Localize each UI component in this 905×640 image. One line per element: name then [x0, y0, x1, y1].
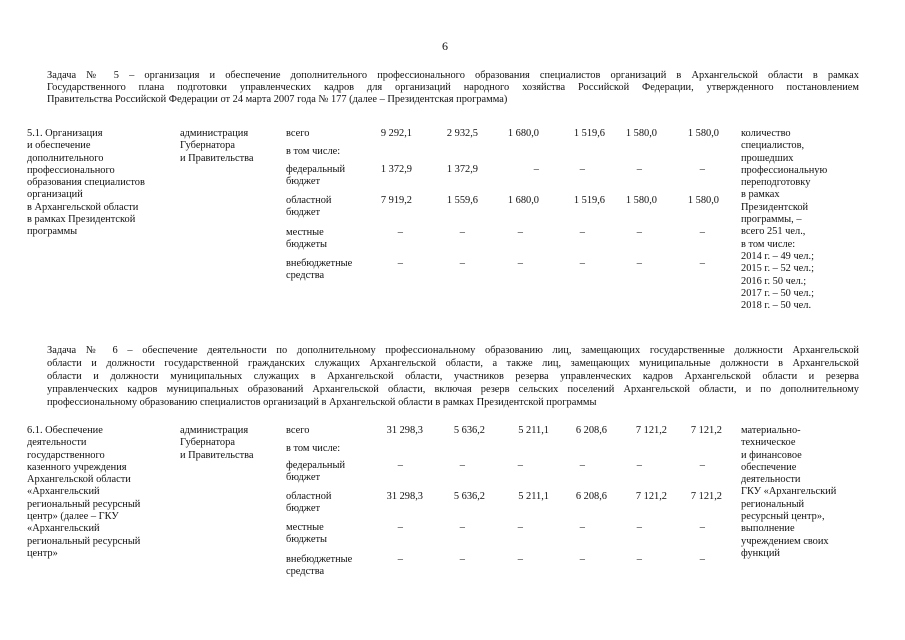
value-regional-2016: 6 208,6: [575, 491, 607, 502]
value-regional-2014: 1 559,6: [446, 195, 478, 206]
value-total-2015: 5 211,1: [518, 425, 549, 436]
value-extra-2015: –: [517, 258, 523, 269]
value-federal-all: –: [397, 460, 403, 471]
value-regional-2016: 1 519,6: [573, 195, 605, 206]
value-federal-2018: –: [699, 164, 705, 175]
value-total-2014: 2 932,5: [446, 128, 478, 139]
value-regional-all: 7 919,2: [380, 195, 412, 206]
measure-6-1: 6.1. Обеспечение деятельности государственного казенного учреждения Архангельской области «Архангельский региональный ресурсный центр» (далее – ГКУ «Архангельский региональный ресурсный центр»: [27, 425, 141, 559]
value-local-2016: –: [579, 227, 585, 238]
value-regional-2015: 1 680,0: [507, 195, 539, 206]
task-5-line-2: Государственного плана подготовки управленческих кадров для организаций народного хозяйства Российской Федерации, утвержденного постановлением: [47, 82, 859, 93]
value-local-2017: –: [636, 227, 642, 238]
value-federal-2015: –: [533, 164, 539, 175]
measure-5-1: 5.1. Организация и обеспечение дополнительного профессионального образования специалистов организаций в Архангельской области в рамках Президентской программы: [27, 128, 145, 238]
value-regional-2015: 5 211,1: [518, 491, 549, 502]
value-extra-2017: –: [636, 554, 642, 565]
source-federal: федеральный бюджет: [286, 164, 346, 188]
value-local-2014: –: [459, 227, 465, 238]
value-extra-2017: –: [636, 258, 642, 269]
source-total: всего: [286, 128, 310, 139]
value-federal-2017: –: [636, 164, 642, 175]
source-local: местные бюджеты: [286, 227, 327, 251]
value-regional-2017: 1 580,0: [625, 195, 657, 206]
value-federal-2016: –: [579, 460, 585, 471]
value-local-2018: –: [699, 227, 705, 238]
task-6-line-3: области и должности муниципальных служащих в Архангельской области, участников резерва управленческих кадров Архангельской области и резерва: [47, 371, 859, 382]
value-total-2014: 5 636,2: [453, 425, 485, 436]
value-regional-2014: 5 636,2: [453, 491, 485, 502]
source-federal: федеральный бюджет: [286, 460, 346, 484]
value-regional-all: 31 298,3: [386, 491, 423, 502]
executor-5-1: администрация Губернатора и Правительства: [180, 128, 254, 164]
value-federal-2017: –: [636, 460, 642, 471]
value-extra-all: –: [397, 258, 403, 269]
result-6-1: материально- техническое и финансовое обеспечение деятельности ГКУ «Архангельский региональный ресурсный центр», выполнение учреждением своих функций: [741, 425, 837, 559]
task-6-line-2: области и должности государственной гражданских служащих Архангельской области, а также лиц, замещающих муниципальные должности в Архангельской: [47, 358, 859, 369]
value-regional-2018: 7 121,2: [690, 491, 722, 502]
value-federal-all: 1 372,9: [380, 164, 412, 175]
executor-6-1: администрация Губернатора и Правительства: [180, 425, 254, 461]
value-local-all: –: [397, 522, 403, 533]
value-total-2016: 6 208,6: [575, 425, 607, 436]
value-local-2015: –: [517, 522, 523, 533]
value-total-2017: 1 580,0: [625, 128, 657, 139]
task-6-line-4: управленческих кадров муниципальных образований Архангельской области, включая резерв сельских поселений Архангельской области, и по дополнительному: [47, 384, 859, 395]
value-regional-2018: 1 580,0: [687, 195, 719, 206]
source-regional: областной бюджет: [286, 195, 332, 219]
value-local-2014: –: [459, 522, 465, 533]
value-federal-2014: 1 372,9: [446, 164, 478, 175]
source-including: в том числе:: [286, 146, 341, 157]
value-extra-2016: –: [579, 258, 585, 269]
source-extrabudget: внебюджетные средства: [286, 258, 353, 282]
source-including: в том числе:: [286, 443, 341, 454]
task-5-line-3: Правительства Российской Федерации от 24 марта 2007 года № 177 (далее – Президентская программа): [47, 94, 508, 105]
task-5-line-1: Задача № 5 – организация и обеспечение дополнительного профессионального образования специалистов организаций в Архангельской области в рамках: [47, 70, 859, 81]
page-number: 6: [442, 39, 448, 53]
value-federal-2014: –: [459, 460, 465, 471]
task-6-line-5: профессиональному образованию специалистов организаций в Архангельской области в рамках Президентской программы: [47, 397, 597, 408]
source-total: всего: [286, 425, 310, 436]
source-local: местные бюджеты: [286, 522, 327, 546]
value-local-all: –: [397, 227, 403, 238]
value-federal-2016: –: [579, 164, 585, 175]
value-total-all: 31 298,3: [386, 425, 423, 436]
value-total-2017: 7 121,2: [635, 425, 667, 436]
value-local-2015: –: [517, 227, 523, 238]
source-extrabudget: внебюджетные средства: [286, 554, 353, 578]
value-regional-2017: 7 121,2: [635, 491, 667, 502]
value-extra-2018: –: [699, 554, 705, 565]
value-local-2017: –: [636, 522, 642, 533]
value-extra-2018: –: [699, 258, 705, 269]
value-total-2018: 7 121,2: [690, 425, 722, 436]
value-total-2015: 1 680,0: [507, 128, 539, 139]
value-extra-2015: –: [517, 554, 523, 565]
value-extra-2016: –: [579, 554, 585, 565]
value-federal-2018: –: [699, 460, 705, 471]
value-total-all: 9 292,1: [380, 128, 412, 139]
value-total-2018: 1 580,0: [687, 128, 719, 139]
source-regional: областной бюджет: [286, 491, 332, 515]
value-extra-2014: –: [459, 258, 465, 269]
task-6-line-1: Задача № 6 – обеспечение деятельности по дополнительному профессиональному образованию лиц, замещающих государственные должности Архангельской: [47, 345, 859, 356]
value-extra-2014: –: [459, 554, 465, 565]
value-local-2018: –: [699, 522, 705, 533]
value-extra-all: –: [397, 554, 403, 565]
value-local-2016: –: [579, 522, 585, 533]
result-5-1: количество специалистов, прошедших профессиональную переподготовку в рамках Президентской программы, – всего 251 чел., в том числе: 2014 г. – 49 чел.; 2015 г. – 52 чел.; 2016 г. 50 чел.; 2017 г. – 50 чел.; 2018 г. – 50 чел.: [741, 128, 828, 312]
value-federal-2015: –: [517, 460, 523, 471]
value-total-2016: 1 519,6: [573, 128, 605, 139]
